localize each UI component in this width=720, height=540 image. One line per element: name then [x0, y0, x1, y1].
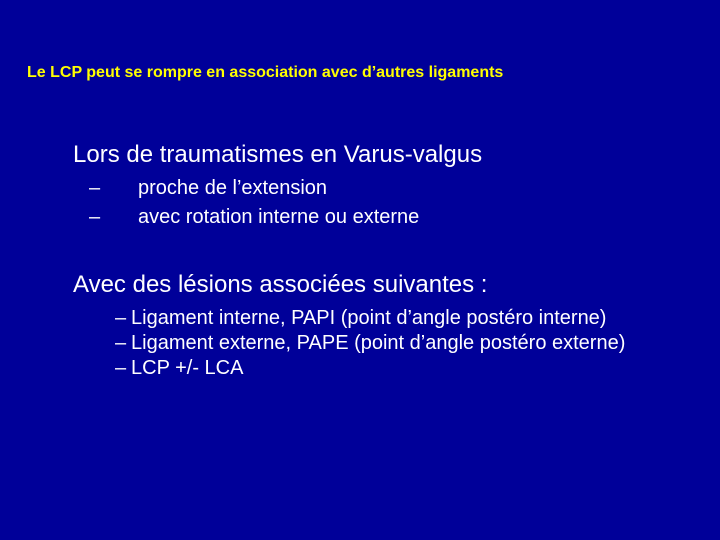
sub-list-lesions [73, 306, 631, 381]
sub-item-text: Ligament interne, PAPI (point d’angle postéro interne) [131, 307, 607, 329]
dash-marker: – [89, 206, 101, 228]
sub-item-text: LCP +/- LCA [131, 357, 244, 379]
dash-marker: – [115, 307, 127, 329]
sub-item [73, 331, 631, 356]
dash-marker: – [115, 332, 127, 354]
dash-marker: – [89, 177, 101, 199]
sub-item [73, 356, 631, 381]
slide-title: Le LCP peut se rompre en association avec d’autres ligaments [27, 64, 504, 81]
sub-item [73, 174, 482, 203]
sub-item-text: avec rotation interne ou externe [138, 206, 420, 228]
sub-list-traumatismes [73, 174, 482, 232]
bullet-block-traumatismes [73, 140, 482, 232]
sub-item-text: proche de l’extension [138, 177, 328, 199]
dash-marker: – [115, 357, 127, 379]
sub-item-text: Ligament externe, PAPE (point d’angle postéro externe) [131, 332, 626, 354]
bullet-lesions: Avec des lésions associées suivantes : [73, 271, 488, 298]
bullet-traumatismes: Lors de traumatismes en Varus-valgus [73, 141, 483, 168]
sub-item [73, 203, 482, 232]
bullet-block-lesions [73, 270, 631, 381]
sub-item [73, 306, 631, 331]
